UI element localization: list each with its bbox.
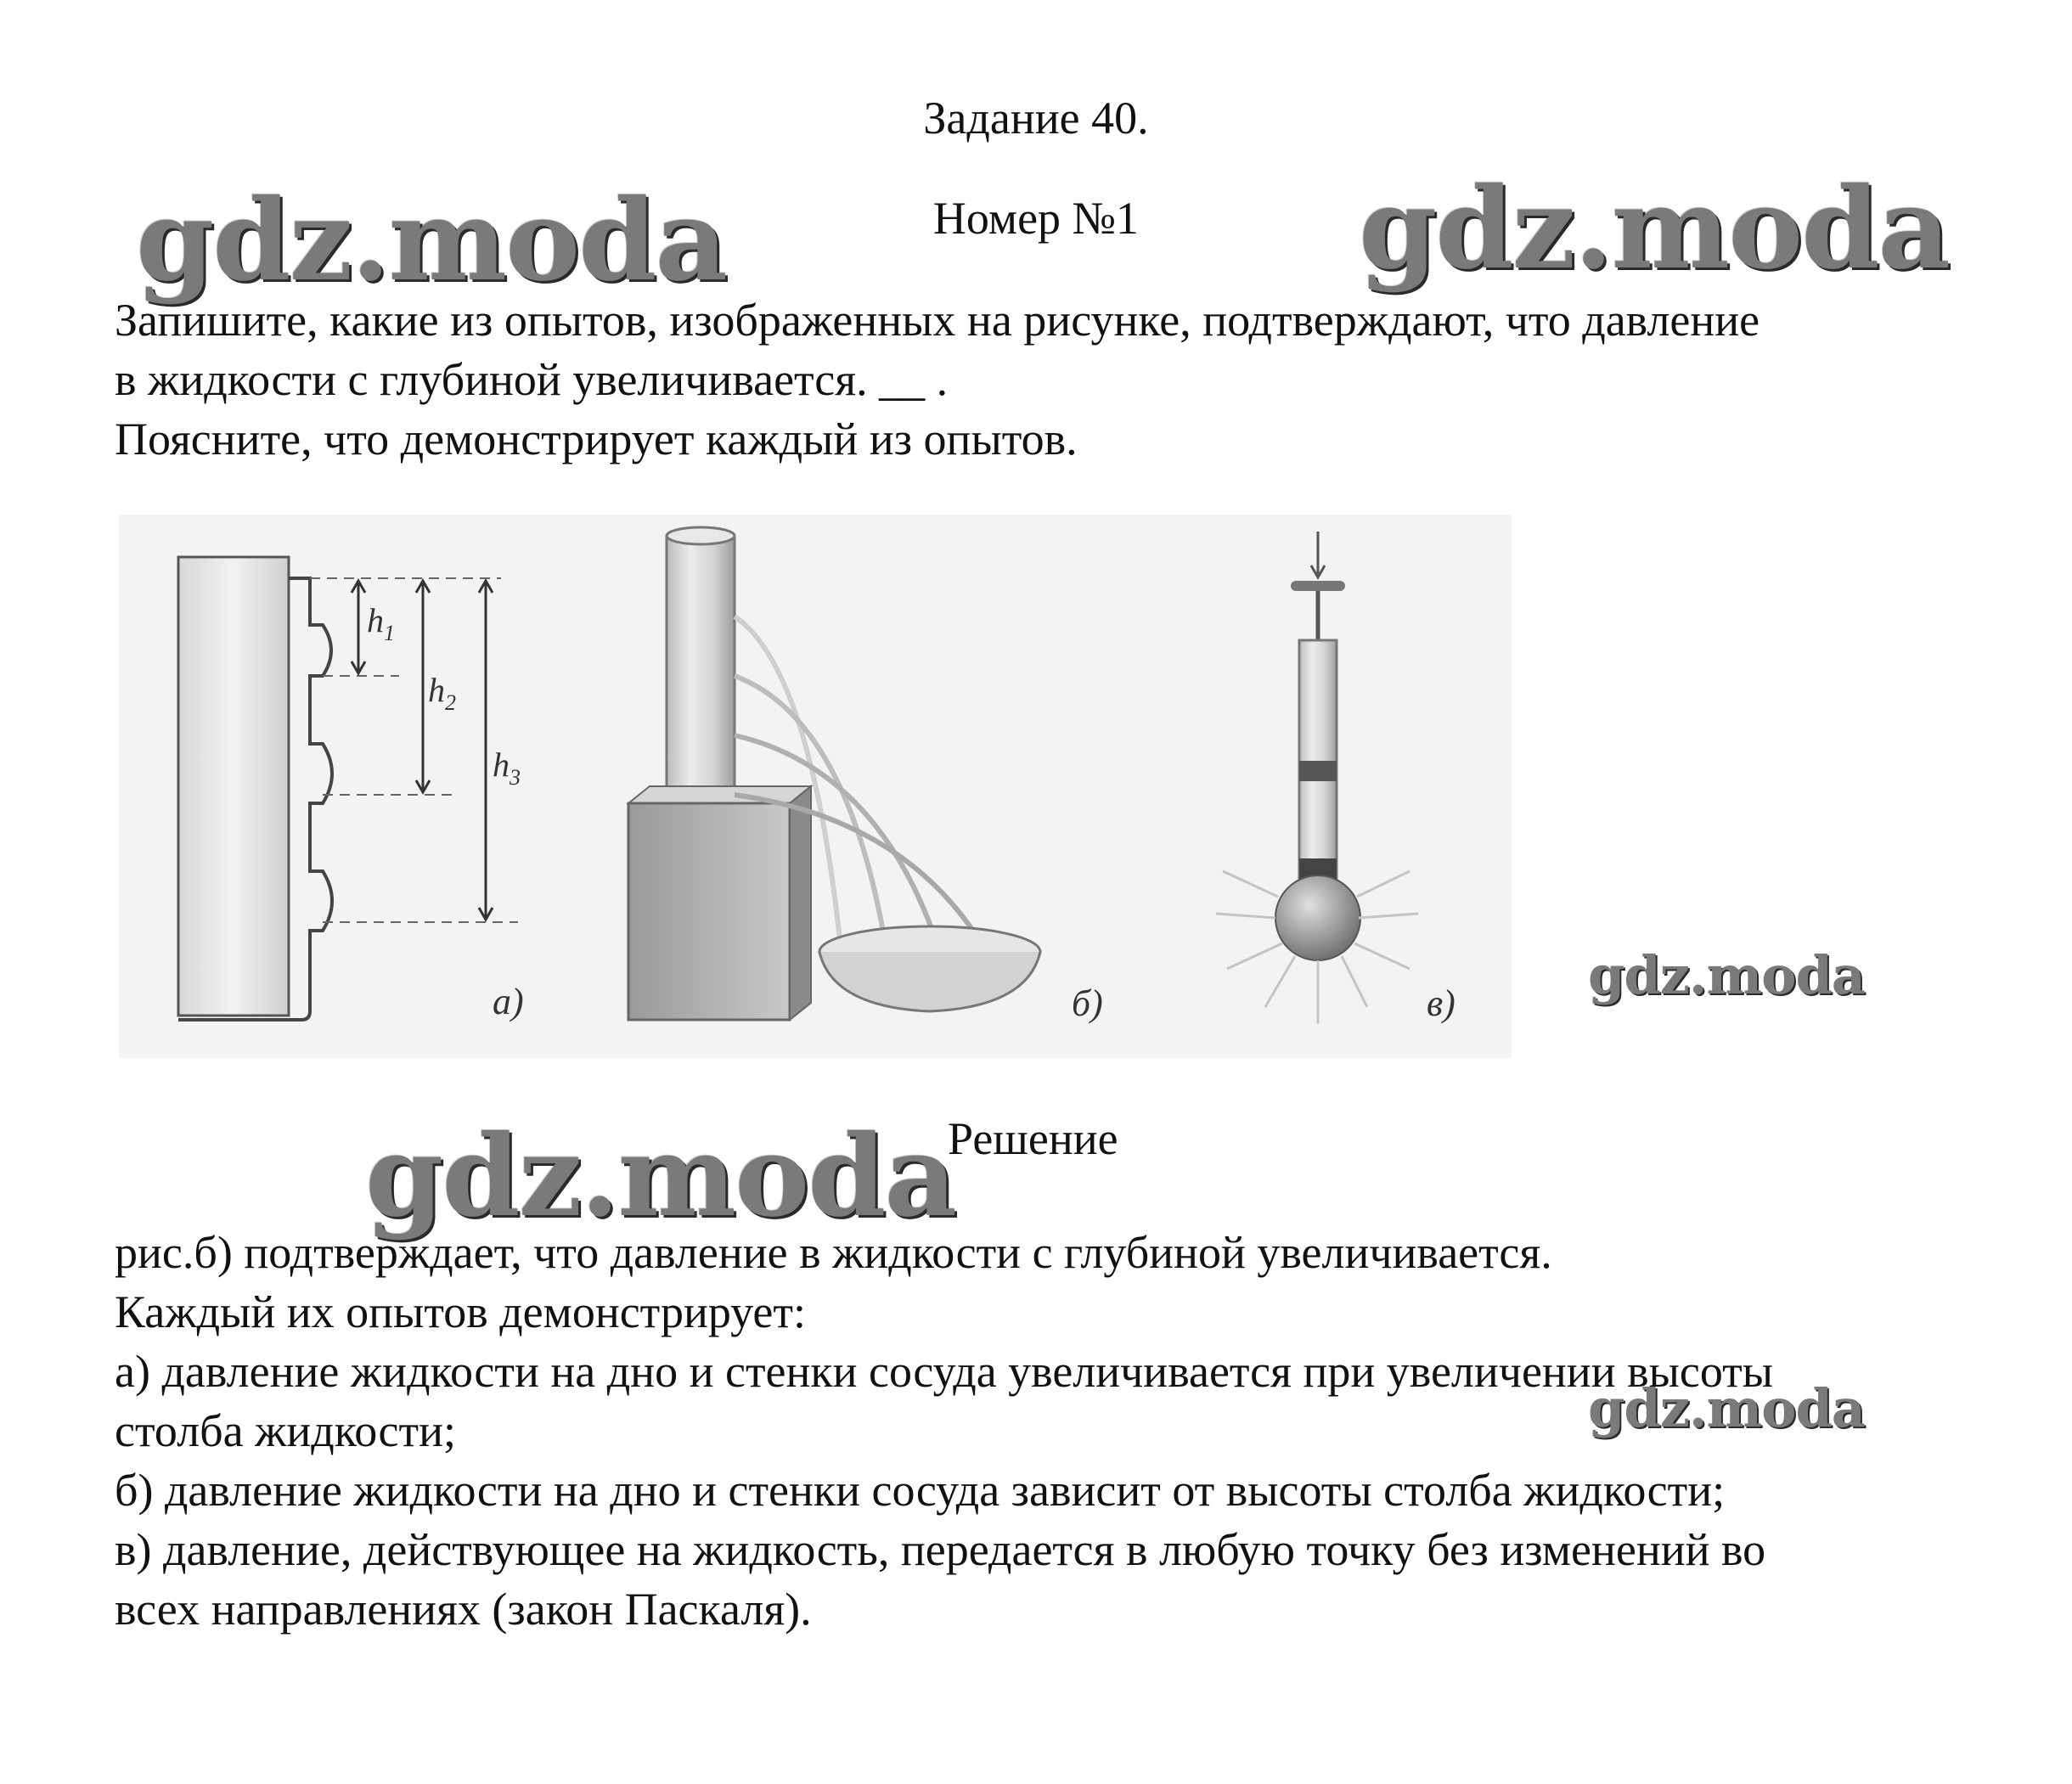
task-number: Номер №1 [932,193,1140,244]
solution-line: Каждый их опытов демонстрирует: [115,1286,806,1337]
solution-line: а) давление жидкости на дно и стенки сосуда увеличивается при увеличении высоты [115,1346,1774,1397]
question-text [115,290,1983,469]
figure-label-a: а) [493,981,524,1022]
solution-line: б) давление жидкости на дно и стенки сосуда зависит от высоты столба жидкости; [115,1465,1726,1516]
solution-line: столба жидкости; [115,1405,457,1456]
solution-line: в) давление, действующее на жидкость, передается в любую точку без изменений во [115,1524,1766,1575]
solution-heading: Решение [948,1113,1118,1164]
watermark-logo: gdz.moda [1588,944,1865,1006]
watermark-logo: gdz.moda [1588,1377,1865,1439]
watermark-logo: gdz.moda [365,1111,956,1242]
h3-label: $h_3$ [493,746,521,790]
question-line: Запишите, какие из опытов, изображенных на рисунке, подтверждают, что давление [115,295,1760,346]
task-title: Задание 40. [923,93,1149,144]
figure-label-c: в) [1427,982,1455,1024]
question-line: Поясните, что демонстрирует каждый из опытов. [115,414,1078,464]
solution-line: всех направлениях (закон Паскаля). [115,1584,812,1635]
watermark-logo: gdz.moda [1359,163,1950,295]
watermark-logo: gdz.moda [136,175,727,307]
question-line: в жидкости с глубиной увеличивается. __ . [115,354,949,405]
h1-label: $h_1$ [367,601,395,645]
experiment-figure [119,515,1512,1058]
figure-label-b: б) [1072,982,1103,1024]
solution-line: рис.б) подтверждает, что давление в жидкости с глубиной увеличивается. [115,1227,1552,1278]
h2-label: $h_2$ [428,671,456,715]
